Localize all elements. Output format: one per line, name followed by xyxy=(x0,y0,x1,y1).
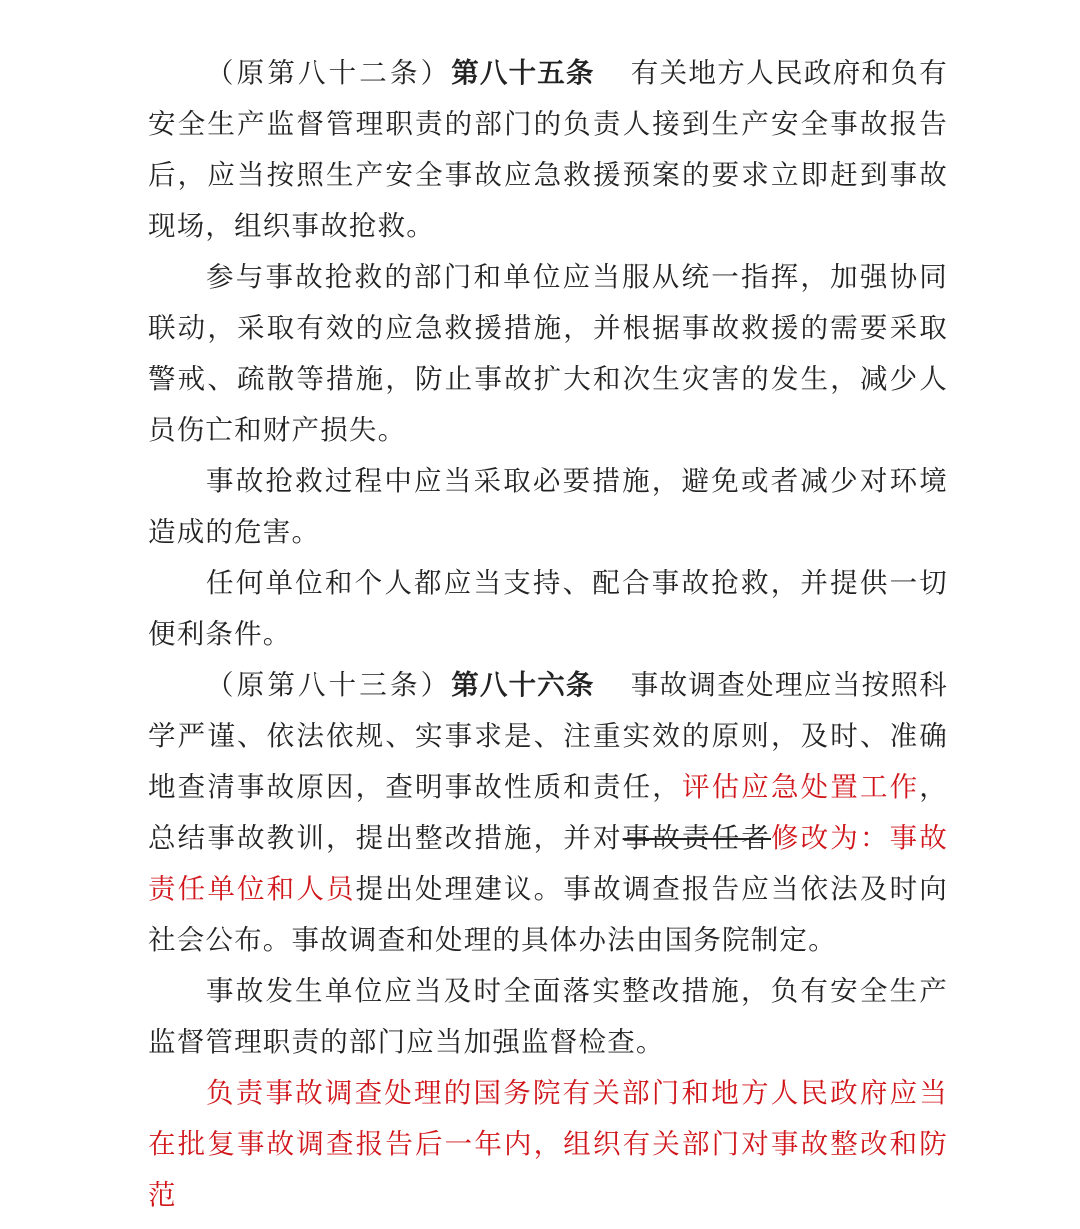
article-86-paragraph-2 xyxy=(148,966,948,1068)
law-text-body xyxy=(148,48,948,1221)
article-85-paragraph-1 xyxy=(148,48,948,252)
article-85-paragraph-3 xyxy=(148,456,948,558)
article-85-text-1: 有关地方人民政府和负有安全生产监督管理职责的部门的负责人接到生产安全事故报告后，应当按照生产安全事故应急救援预案的要求立即赶到事故现场，组织事故抢救。 xyxy=(148,57,949,242)
article-86-paragraph-1 xyxy=(148,660,948,966)
article-86-deleted-text: 事故责任者 xyxy=(622,822,771,854)
article-85-paragraph-4 xyxy=(148,558,948,660)
article-86-text-1b: ，总结事故教训，提出整改措施，并对 xyxy=(148,771,948,854)
article-86-paragraph-3-added xyxy=(148,1068,948,1221)
article-86-text-1a: 事故调查处理应当按照科学严谨、依法依规、实事求是、注重实效的原则，及时、准确地查清事故原因，查明事故性质和责任， xyxy=(148,669,949,803)
article-85-text-4: 任何单位和个人都应当支持、配合事故抢救，并提供一切便利条件。 xyxy=(148,567,948,650)
article-86-number: 第八十六条 xyxy=(451,669,595,701)
article-85-number: 第八十五条 xyxy=(451,57,595,89)
article-86-amendment-note: 修改为：事故责任单位和人员 xyxy=(148,822,948,905)
article-85-text-3: 事故抢救过程中应当采取必要措施，避免或者减少对环境造成的危害。 xyxy=(148,465,948,548)
article-85-original-reference: （原第八十二条） xyxy=(206,57,452,89)
article-86-added-text: 评估应急处置工作 xyxy=(681,771,920,803)
article-85-text-2: 参与事故抢救的部门和单位应当服从统一指挥，加强协同联动，采取有效的应急救援措施，并根据事故救援的需要采取警戒、疏散等措施，防止事故扩大和次生灾害的发生，减少人员伤亡和财产损失。 xyxy=(148,261,948,446)
article-86-text-2: 事故发生单位应当及时全面落实整改措施，负有安全生产监督管理职责的部门应当加强监督检查。 xyxy=(148,975,948,1058)
article-86-text-3-added: 负责事故调查处理的国务院有关部门和地方人民政府应当在批复事故调查报告后一年内，组织有关部门对事故整改和防范 xyxy=(148,1077,948,1211)
article-86-original-reference: （原第八十三条） xyxy=(206,669,452,701)
article-86-text-1c: 提出处理建议。事故调查报告应当依法及时向社会公布。事故调查和处理的具体办法由国务院制定。 xyxy=(148,873,948,956)
article-85-paragraph-2 xyxy=(148,252,948,456)
